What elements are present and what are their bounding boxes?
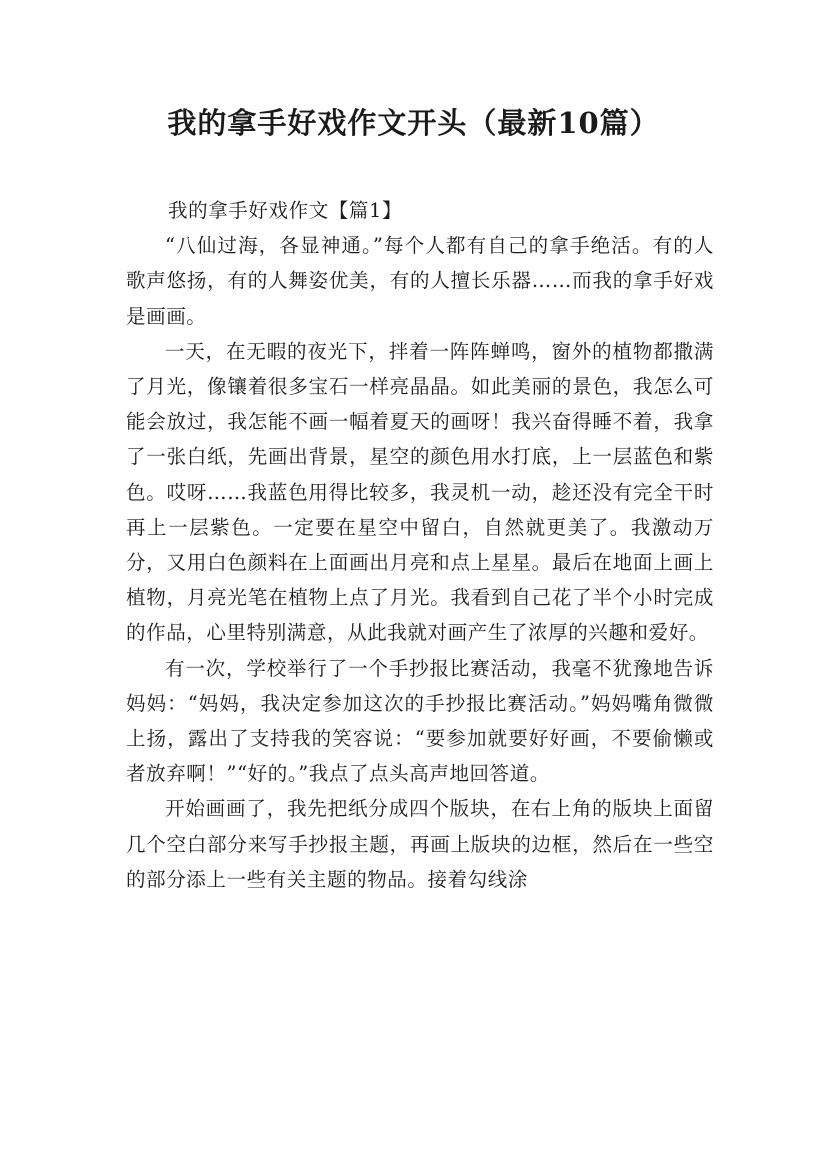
document-body xyxy=(126,193,714,897)
paragraph-2: 一天，在无暇的夜光下，拌着一阵阵蝉鸣，窗外的植物都撒满了月光，像镶着很多宝石一样亮晶晶。如此美丽的景色，我怎么可能会放过，我怎能不画一幅着夏天的画呀！我兴奋得睡不着，我拿了一张白纸，先画出背景，星空的颜色用水打底，上一层蓝色和紫色。哎呀……我蓝色用得比较多，我灵机一动，趁还没有完全干时再上一层紫色。一定要在星空中留白，自然就更美了。我激动万分，又用白色颜料在上面画出月亮和点上星星。最后在地面上画上植物，月亮光笔在植物上点了月光。我看到自己花了半个小时完成的作品，心里特别满意，从此我就对画产生了浓厚的兴趣和爱好。 xyxy=(126,339,714,645)
document-title: 我的拿手好戏作文开头（最新10篇） xyxy=(167,106,660,140)
paragraph-3: 有一次，学校举行了一个手抄报比赛活动，我毫不犹豫地告诉妈妈：“妈妈，我决定参加这次的手抄报比赛活动。”妈妈嘴角微微上扬，露出了支持我的笑容说：“要参加就要好好画，不要偷懒或者放弃啊！”“好的。”我点了点头高声地回答道。 xyxy=(126,656,714,786)
section-heading: 我的拿手好戏作文【篇1】 xyxy=(168,199,403,222)
paragraph-1: “八仙过海，各显神通。”每个人都有自己的拿手绝活。有的人歌声悠扬，有的人舞姿优美，有的人擅长乐器……而我的拿手好戏是画画。 xyxy=(126,234,714,328)
paragraph-4: 开始画画了，我先把纸分成四个版块，在右上角的版块上面留几个空白部分来写手抄报主题，再画上版块的边框，然后在一些空的部分添上一些有关主题的物品。接着勾线涂 xyxy=(126,797,714,891)
